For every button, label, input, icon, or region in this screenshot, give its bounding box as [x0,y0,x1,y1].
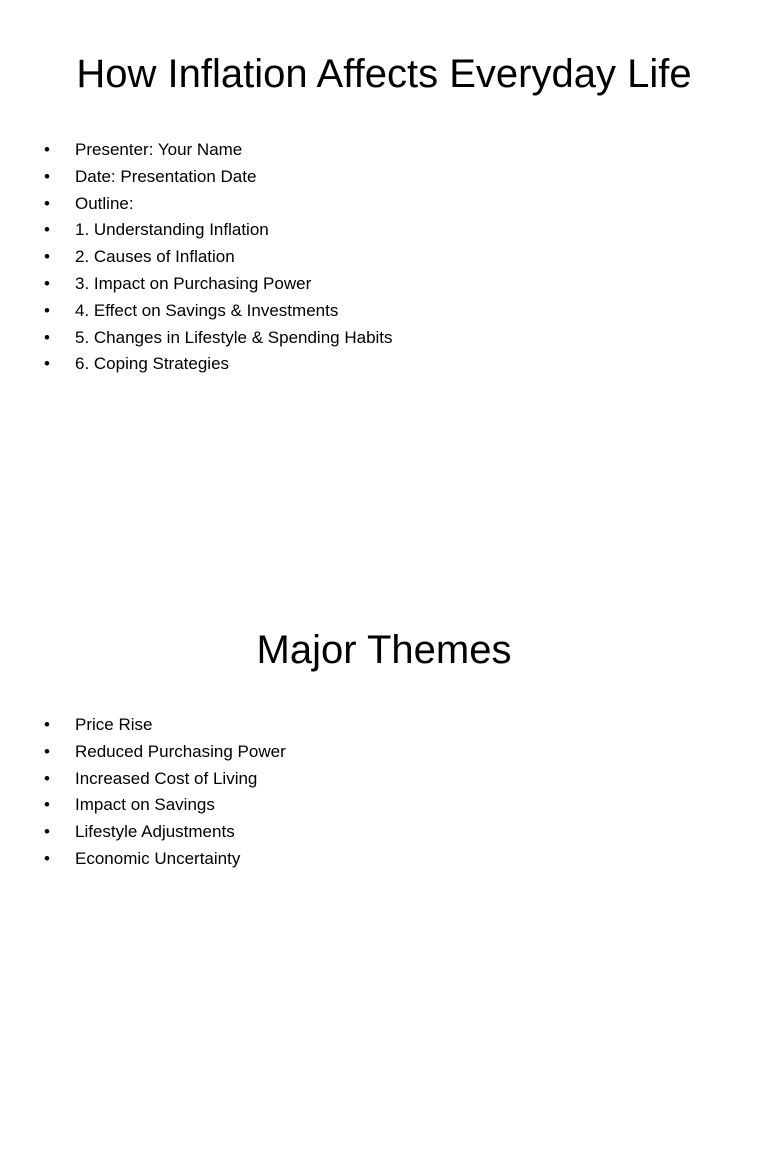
list-item-text: Price Rise [75,715,153,734]
list-item-text: 5. Changes in Lifestyle & Spending Habits [75,327,393,347]
bullet-icon: • [44,768,50,788]
slide-title: How Inflation Affects Everyday Life [76,52,692,96]
bullet-icon: • [44,300,50,320]
slide-2 [0,576,768,1152]
list-item-text: 2. Causes of Inflation [75,247,235,267]
list-item-text: Lifestyle Adjustments [75,822,235,842]
bullet-icon: • [44,220,50,240]
list-item-text: Presenter: Your Name [75,140,243,159]
bullet-icon: • [44,795,50,815]
list-item-text: Impact on Savings [75,795,215,815]
list-item-text: Date: Presentation Date [75,166,257,186]
bullet-icon: • [44,741,50,761]
bullet-icon: • [44,273,50,293]
list-item-text: Reduced Purchasing Power [75,741,286,761]
list-item-text: 3. Impact on Purchasing Power [75,273,312,293]
bullet-icon: • [44,327,50,347]
list-item-text: 4. Effect on Savings & Investments [75,300,339,320]
bullet-icon: • [44,822,50,842]
list-item-text: Outline: [75,193,134,213]
bullet-icon: • [44,715,50,734]
bullet-icon: • [44,166,50,186]
list-item-text: 6. Coping Strategies [75,354,230,374]
bullet-icon: • [44,140,50,159]
bullet-icon: • [44,848,50,868]
list-item-text: Economic Uncertainty [75,848,241,868]
list-item-text: 1. Understanding Inflation [75,220,269,240]
slide-title: Major Themes [256,628,512,672]
bullet-icon: • [44,247,50,267]
list-item-text: Increased Cost of Living [75,768,258,788]
bullet-icon: • [44,193,50,213]
bullet-icon: • [44,354,50,374]
